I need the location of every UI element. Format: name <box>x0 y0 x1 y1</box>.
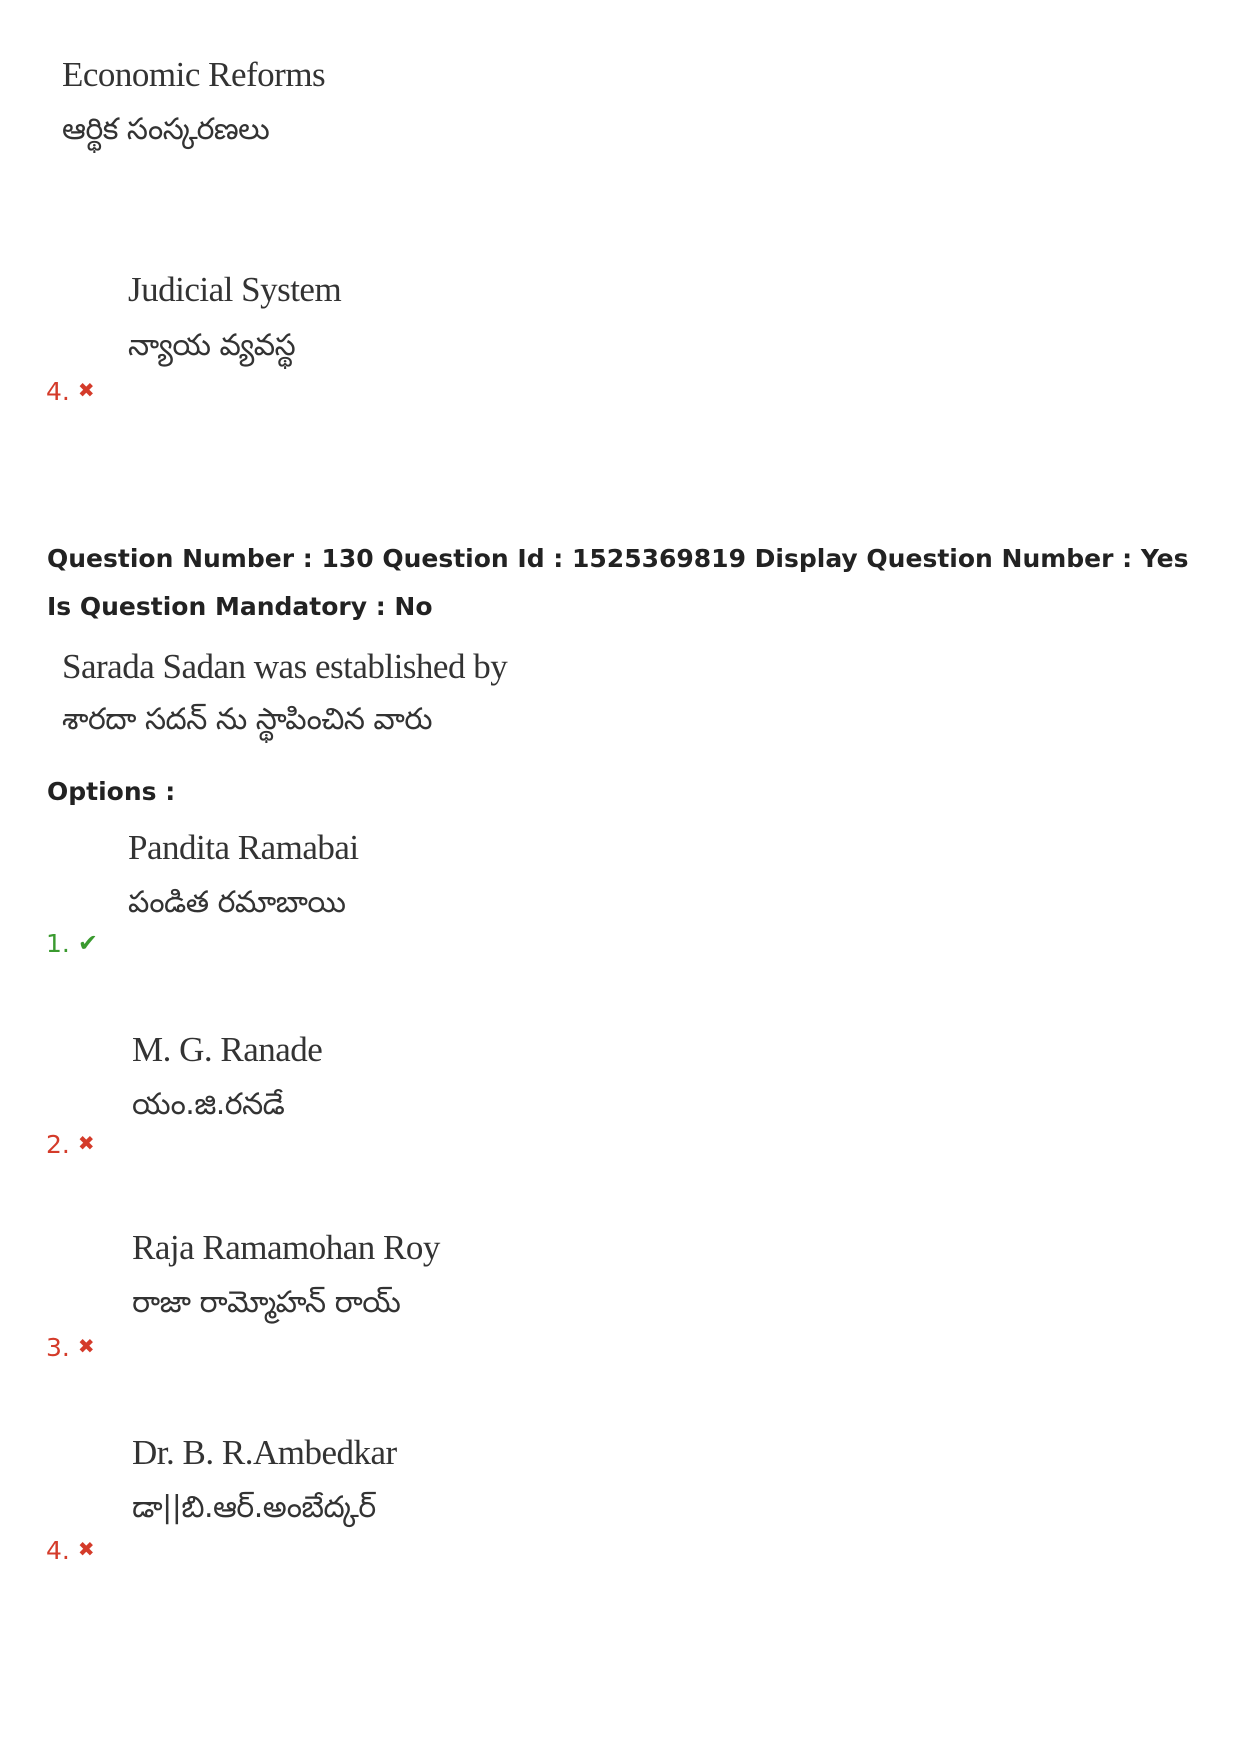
question-meta: Question Number : 130 Question Id : 1525369819 Display Question Number : Yes Is Question Mandatory : No <box>47 544 1189 621</box>
option-number: 2. <box>46 1130 70 1159</box>
option-3-te: రాజా రామ్మోహన్ రాయ్ <box>132 1285 401 1320</box>
option-number: 4. <box>46 1536 70 1565</box>
prev-option-4-en: Judicial System <box>128 270 342 309</box>
option-3-en: Raja Ramamohan Roy <box>132 1228 440 1267</box>
option-2-te: యం.జి.రనడే <box>132 1087 285 1122</box>
options-label: Options : <box>47 777 176 806</box>
option-number: 1. <box>46 929 70 958</box>
option-2-en: M. G. Ranade <box>132 1030 323 1069</box>
option-4-te: డా||బి.ఆర్.అంబేద్కర్ <box>132 1490 376 1525</box>
check-icon: ✔ <box>77 929 98 957</box>
option-3-marker <box>46 1333 95 1362</box>
prev-option-4-marker <box>46 377 95 406</box>
cross-icon: ✖ <box>77 1131 95 1155</box>
option-number: 4. <box>46 377 70 406</box>
prev-stem-en: Economic Reforms <box>62 55 326 94</box>
prev-option-4-te: న్యాయ వ్యవస్థ <box>128 328 296 363</box>
prev-stem-te: ఆర్థిక సంస్కరణలు <box>62 112 270 147</box>
option-1-en: Pandita Ramabai <box>128 828 359 867</box>
option-4-marker <box>46 1536 95 1565</box>
question-text-te: శారదా సదన్ ను స్థాపించిన వారు <box>62 702 433 737</box>
option-1-te: పండిత రమాబాయి <box>128 885 346 920</box>
option-number: 3. <box>46 1333 70 1362</box>
cross-icon: ✖ <box>77 1537 95 1561</box>
question-text-en: Sarada Sadan was established by <box>62 647 508 686</box>
option-1-marker <box>46 929 98 958</box>
cross-icon: ✖ <box>77 1334 95 1358</box>
option-4-en: Dr. B. R.Ambedkar <box>132 1433 397 1472</box>
option-2-marker <box>46 1130 95 1159</box>
cross-icon: ✖ <box>77 378 95 402</box>
